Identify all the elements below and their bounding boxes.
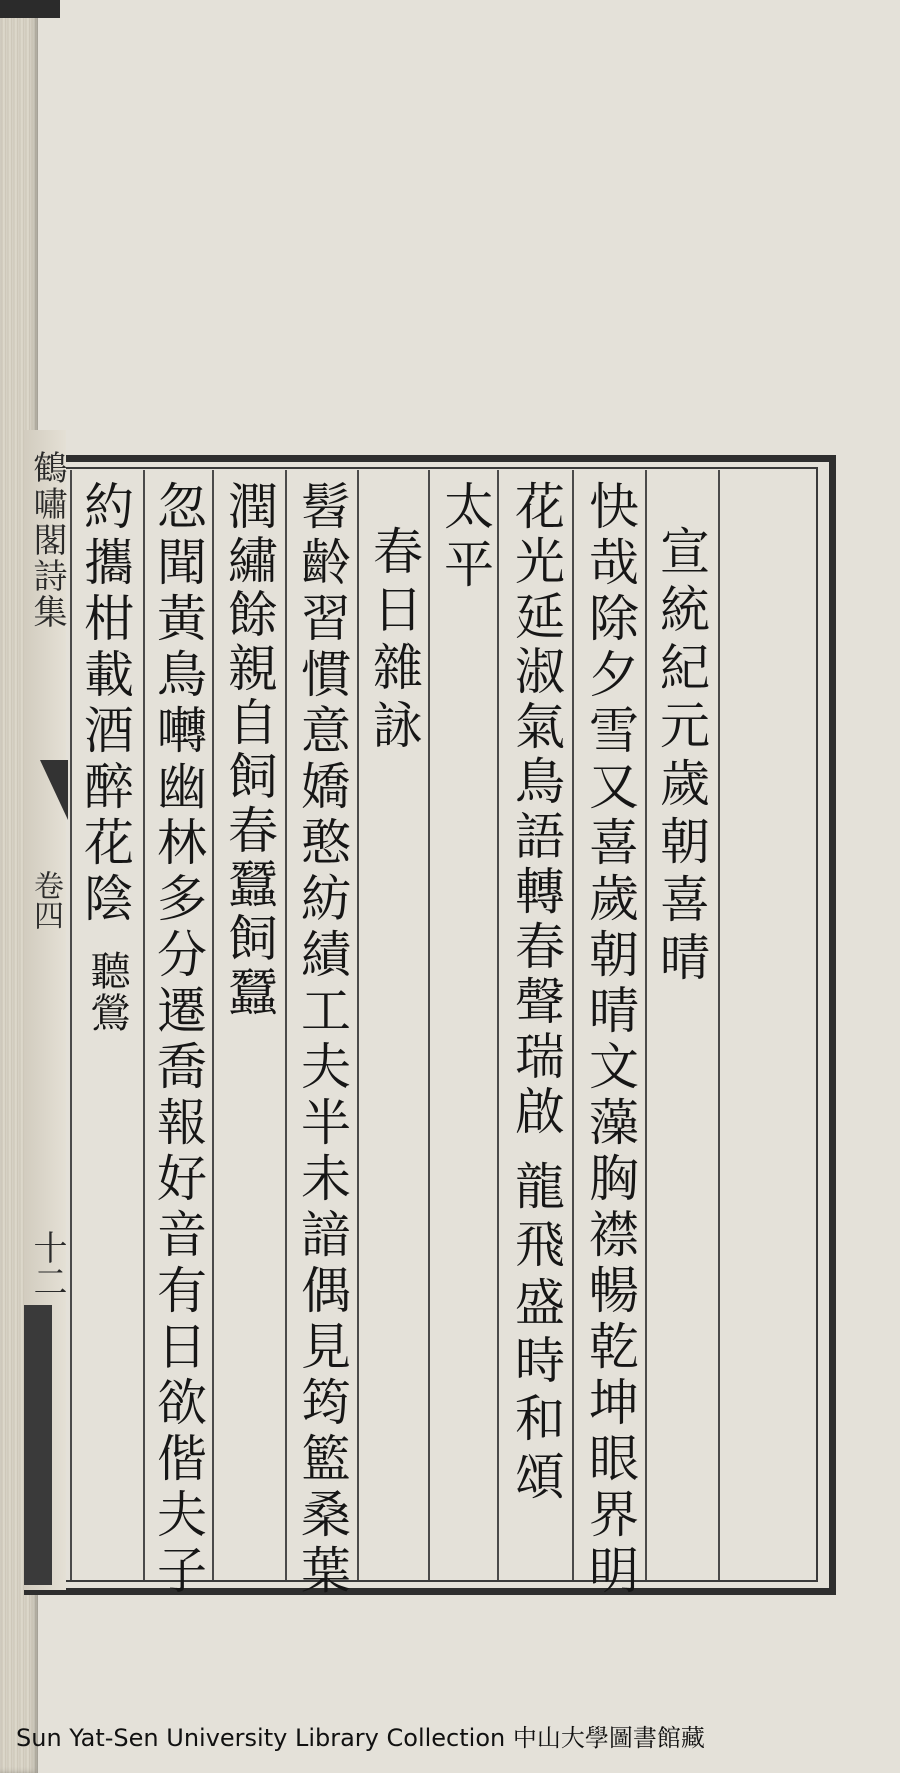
text-column-4: 太平: [436, 480, 494, 596]
margin-folio-number: 十二: [27, 1230, 67, 1298]
text-column-3a: 花光延淑氣鳥語轉春聲瑞啟: [507, 480, 565, 1140]
text-column-2: 快哉除夕雪又喜歲朝晴文藻胸襟暢乾坤眼界明: [581, 480, 639, 1600]
column-rule: [70, 470, 72, 1580]
fishtail-mark: [40, 760, 68, 820]
text-column-8: 忽聞黃鳥囀幽林多分遷喬報好音有日欲偕夫子: [149, 480, 207, 1600]
column-rule: [572, 470, 574, 1580]
text-column-9b: 聽鶯: [84, 950, 130, 1034]
text-column-9a: 約攜柑載酒醉花陰: [76, 480, 134, 928]
poem-title-1: 宣統紀元歲朝喜晴: [652, 525, 710, 989]
column-rule: [718, 470, 720, 1580]
column-rule: [428, 470, 430, 1580]
text-column-7: 潤繡餘親自飼春蠶飼蠶: [220, 480, 278, 1020]
library-watermark: Sun Yat-Sen University Library Collection 中山大學圖書館藏: [16, 1724, 705, 1752]
margin-book-title: 鶴嘯閣詩集: [27, 450, 67, 630]
column-rule: [212, 470, 214, 1580]
poem-title-2: 春日雜詠: [365, 525, 423, 757]
black-mouth-block: [24, 1305, 52, 1585]
column-rule: [143, 470, 145, 1580]
margin-volume-number: 卷四: [28, 870, 63, 930]
column-rule: [285, 470, 287, 1580]
column-rule: [357, 470, 359, 1580]
column-rule: [497, 470, 499, 1580]
text-column-3b: 龍飛盛時和頌: [507, 1160, 565, 1508]
top-shadow: [0, 0, 60, 18]
text-column-6: 髫齡習慣意嬌憨紡績工夫半未諳偶見筠籃桑葉: [293, 480, 351, 1600]
column-rule: [645, 470, 647, 1580]
